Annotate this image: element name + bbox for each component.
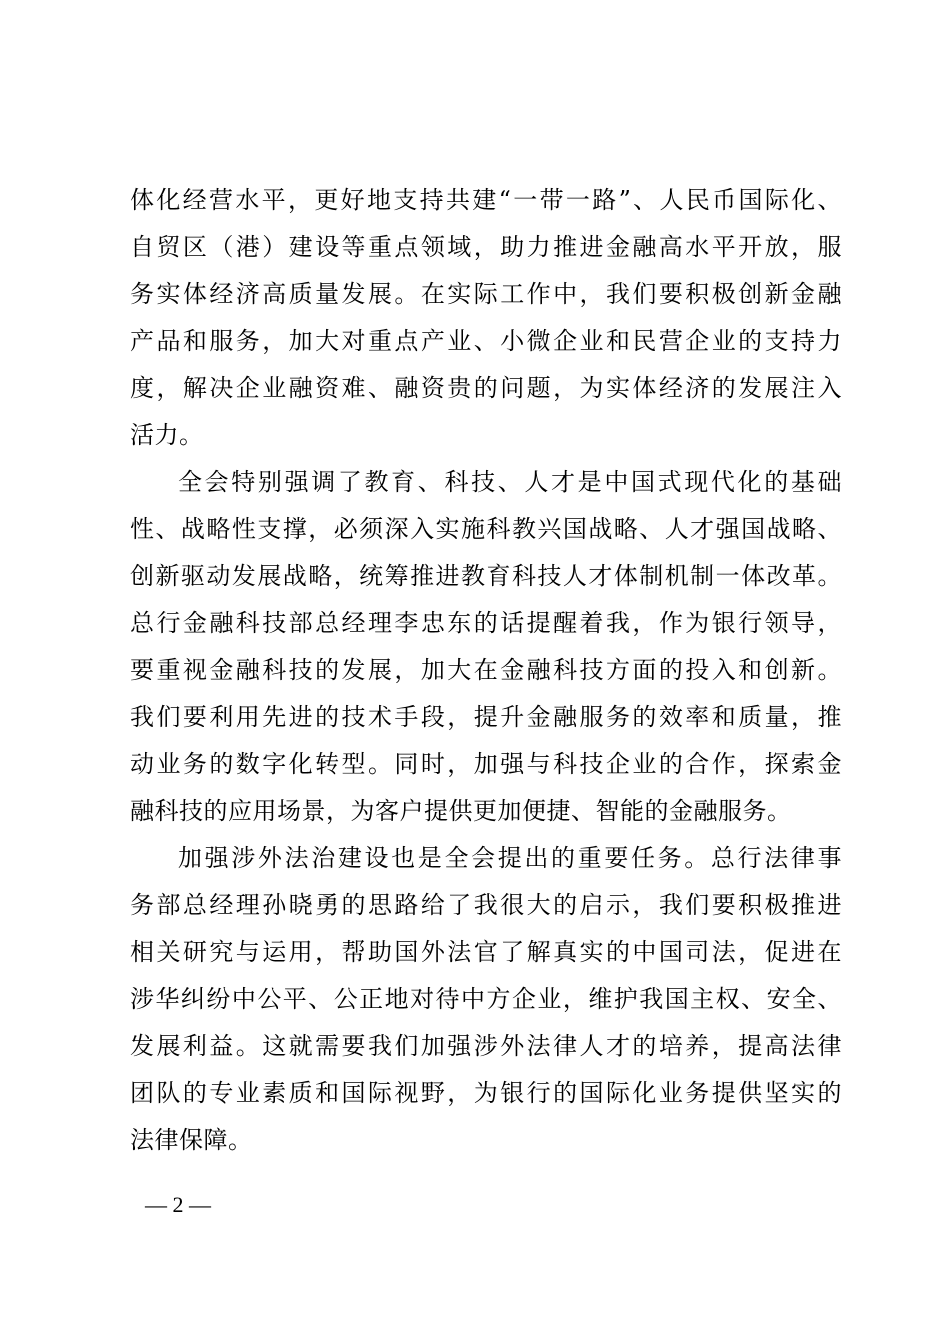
document-body bbox=[130, 177, 842, 1164]
paragraph-2-line-8: 融科技的应用场景，为客户提供更加便捷、智能的金融服务。 bbox=[130, 797, 792, 825]
paragraph-1-line-5: 度，解决企业融资难、融资贵的问题，为实体经济的发展注入 bbox=[130, 374, 842, 402]
paragraph-1-line-2: 自贸区（港）建设等重点领域，助力推进金融高水平开放，服 bbox=[130, 233, 842, 261]
paragraph-3-line-3: 相关研究与运用，帮助国外法官了解真实的中国司法，促进在 bbox=[130, 938, 842, 966]
paragraph-1-line-1: 体化经营水平，更好地支持共建“一带一路”、人民币国际化、 bbox=[130, 186, 842, 214]
paragraph-2-line-1: 全会特别强调了教育、科技、人才是中国式现代化的基础 bbox=[178, 468, 842, 496]
paragraph-3-line-7: 法律保障。 bbox=[130, 1126, 253, 1154]
paragraph-3-line-4: 涉华纠纷中公平、公正地对待中方企业，维护我国主权、安全、 bbox=[130, 985, 842, 1013]
paragraph-2-line-6: 我们要利用先进的技术手段，提升金融服务的效率和质量，推 bbox=[130, 703, 842, 731]
paragraph-1-line-4: 产品和服务，加大对重点产业、小微企业和民营企业的支持力 bbox=[130, 327, 842, 355]
page-number: — 2 — bbox=[145, 1192, 211, 1217]
paragraph-3-line-1: 加强涉外法治建设也是全会提出的重要任务。总行法律事 bbox=[178, 844, 842, 872]
paragraph-3-line-2: 务部总经理孙晓勇的思路给了我很大的启示，我们要积极推进 bbox=[130, 891, 842, 919]
paragraph-1-line-3: 务实体经济高质量发展。在实际工作中，我们要积极创新金融 bbox=[130, 280, 842, 308]
paragraph-2-line-4: 总行金融科技部总经理李忠东的话提醒着我，作为银行领导， bbox=[130, 609, 842, 637]
paragraph-1-line-6: 活力。 bbox=[130, 421, 204, 449]
paragraph-2-line-5: 要重视金融科技的发展，加大在金融科技方面的投入和创新。 bbox=[130, 656, 842, 684]
paragraph-2-line-2: 性、战略性支撑，必须深入实施科教兴国战略、人才强国战略、 bbox=[130, 515, 842, 543]
paragraph-3-line-5: 发展利益。这就需要我们加强涉外法律人才的培养，提高法律 bbox=[130, 1032, 842, 1060]
paragraph-3-line-6: 团队的专业素质和国际视野，为银行的国际化业务提供坚实的 bbox=[130, 1079, 842, 1107]
paragraph-2-line-7: 动业务的数字化转型。同时，加强与科技企业的合作，探索金 bbox=[130, 750, 842, 778]
paragraph-2-line-3: 创新驱动发展战略，统筹推进教育科技人才体制机制一体改革。 bbox=[130, 562, 842, 590]
